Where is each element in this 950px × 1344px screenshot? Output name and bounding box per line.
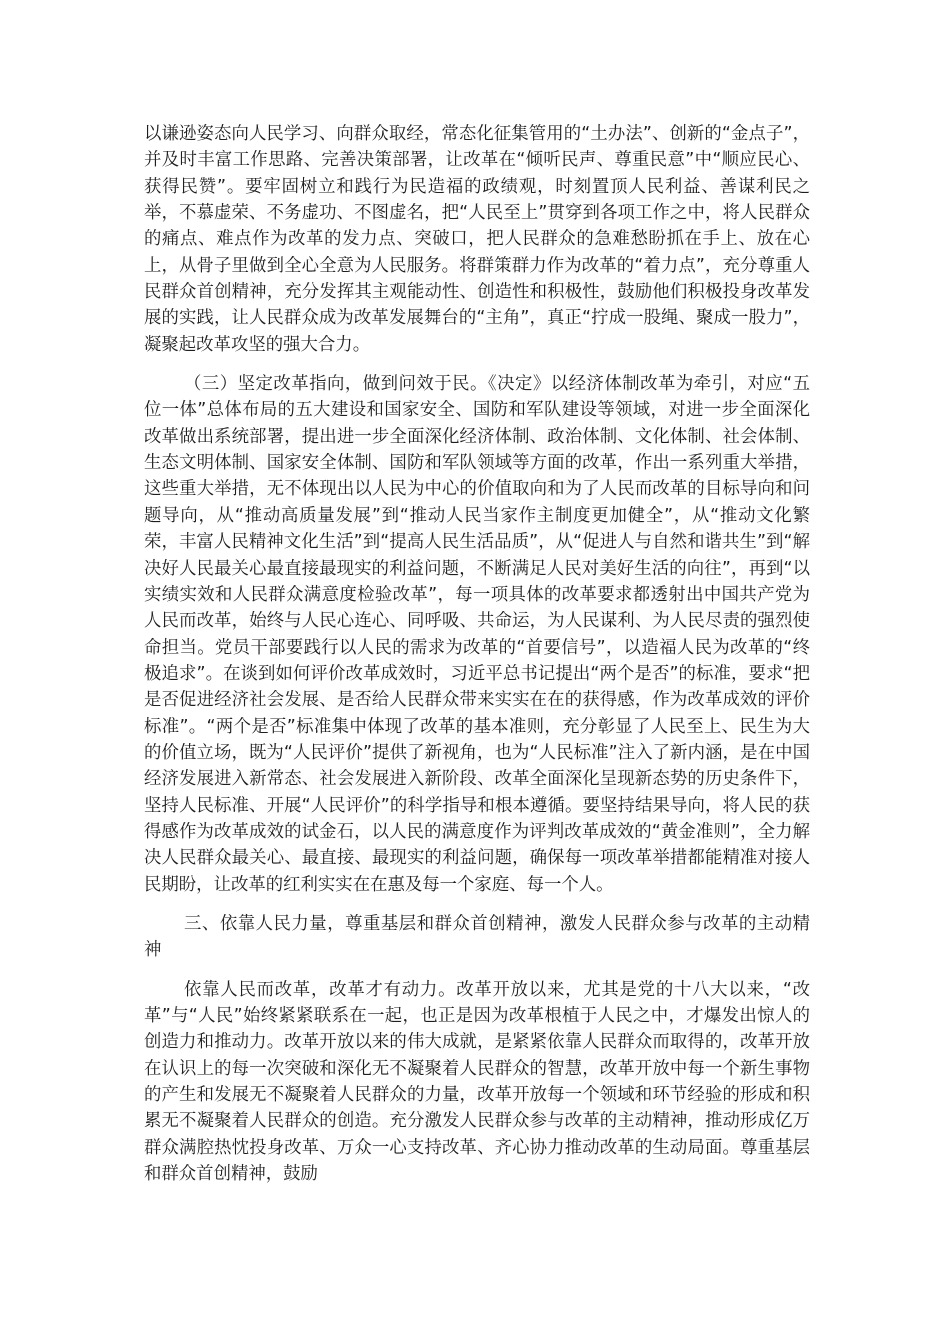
section-heading-three: 三、依靠人民力量，尊重基层和群众首创精神，激发人民群众参与改革的主动精神	[144, 913, 810, 961]
paragraph-continuation: 以谦逊姿态向人民学习、向群众取经，常态化征集管用的“土办法”、创新的“金点子”，并及时丰富工作思路、完善决策部署，让改革在“倾听民声、尊重民意”中“顺应民心、获得民赞”。要牢固树立和践行为民造福的政绩观，时刻置顶人民利益、善谋利民之举，不慕虚荣、不务虚功、不图虚名，把“人民至上”贯穿到各项工作之中，将人民群众的痛点、难点作为改革的发力点、突破口，把人民群众的急难愁盼抓在手上、放在心上，从骨子里做到全心全意为人民服务。将群策群力作为改革的“着力点”，充分尊重人民群众首创精神，充分发挥其主观能动性、创造性和积极性，鼓励他们积极投身改革发展的实践，让人民群众成为改革发展舞台的“主角”，真正“拧成一股绳、聚成一股力”，凝聚起改革攻坚的强大合力。	[144, 124, 810, 355]
document-body	[144, 121, 810, 1200]
paragraph-rely-on-people: 依靠人民而改革，改革才有动力。改革开放以来，尤其是党的十八大以来，“改革”与“人民”始终紧紧联系在一起，也正是因为改革根植于人民之中，才爆发出惊人的创造力和推动力。改革开放以来的伟大成就，是紧紧依靠人民群众而取得的，改革开放在认识上的每一次突破和深化无不凝聚着人民群众的智慧，改革开放中每一个新生事物的产生和发展无不凝聚着人民群众的力量，改革开放每一个领域和环节经验的形成和积累无不凝聚着人民群众的创造。充分激发人民群众参与改革的主动精神，推动形成亿万群众满腔热忱投身改革、万众一心支持改革、齐心协力推动改革的生动局面。尊重基层和群众首创精神，鼓励	[144, 979, 810, 1185]
paragraph-section-three-sub: （三）坚定改革指向，做到问效于民。《决定》以经济体制改革为牵引，对应“五位一体”总体布局的五大建设和国家安全、国防和军队建设等领域，对进一步全面深化改革做出系统部署，提出进一步全面深化经济体制、政治体制、文化体制、社会体制、生态文明体制、国家安全体制、国防和军队领域等方面的改革，作出一系列重大举措，这些重大举措，无不体现出以人民为中心的价值取向和为了人民而改革的目标导向和问题导向，从“推动高质量发展”到“推动人民当家作主制度更加健全”，从“推动文化繁荣，丰富人民精神文化生活”到“提高人民生活品质”，从“促进人与自然和谐共生”到“解决好人民最关心最直接最现实的利益问题，不断满足人民对美好生活的向往”，再到“以实绩实效和人民群众满意度检验改革”，每一项具体的改革要求都透射出中国共产党为人民而改革，始终与人民心连心、同呼吸、共命运，为人民谋利、为人民尽责的强烈使命担当。党员干部要践行以人民的需求为改革的“首要信号”，以造福人民为改革的“终极追求”。在谈到如何评价改革成效时，习近平总书记提出“两个是否”的标准，要求“把是否促进经济社会发展、是否给人民群众带来实实在在的获得感，作为改革成效的评价标准”。“两个是否”标准集中体现了改革的基本准则，充分彰显了人民至上、民生为大的价值立场，既为“人民评价”提供了新视角，也为“人民标准”注入了新内涵，是在中国经济发展进入新常态、社会发展进入新阶段、改革全面深化呈现新态势的历史条件下，坚持人民标准、开展“人民评价”的科学指导和根本遵循。要坚持结果导向，将人民的获得感作为改革成效的试金石，以人民的满意度作为评判改革成效的“黄金准则”，全力解决人民群众最关心、最直接、最现实的利益问题，确保每一项改革举措都能精准对接人民期盼，让改革的红利实实在在惠及每一个家庭、每一个人。	[144, 374, 810, 895]
